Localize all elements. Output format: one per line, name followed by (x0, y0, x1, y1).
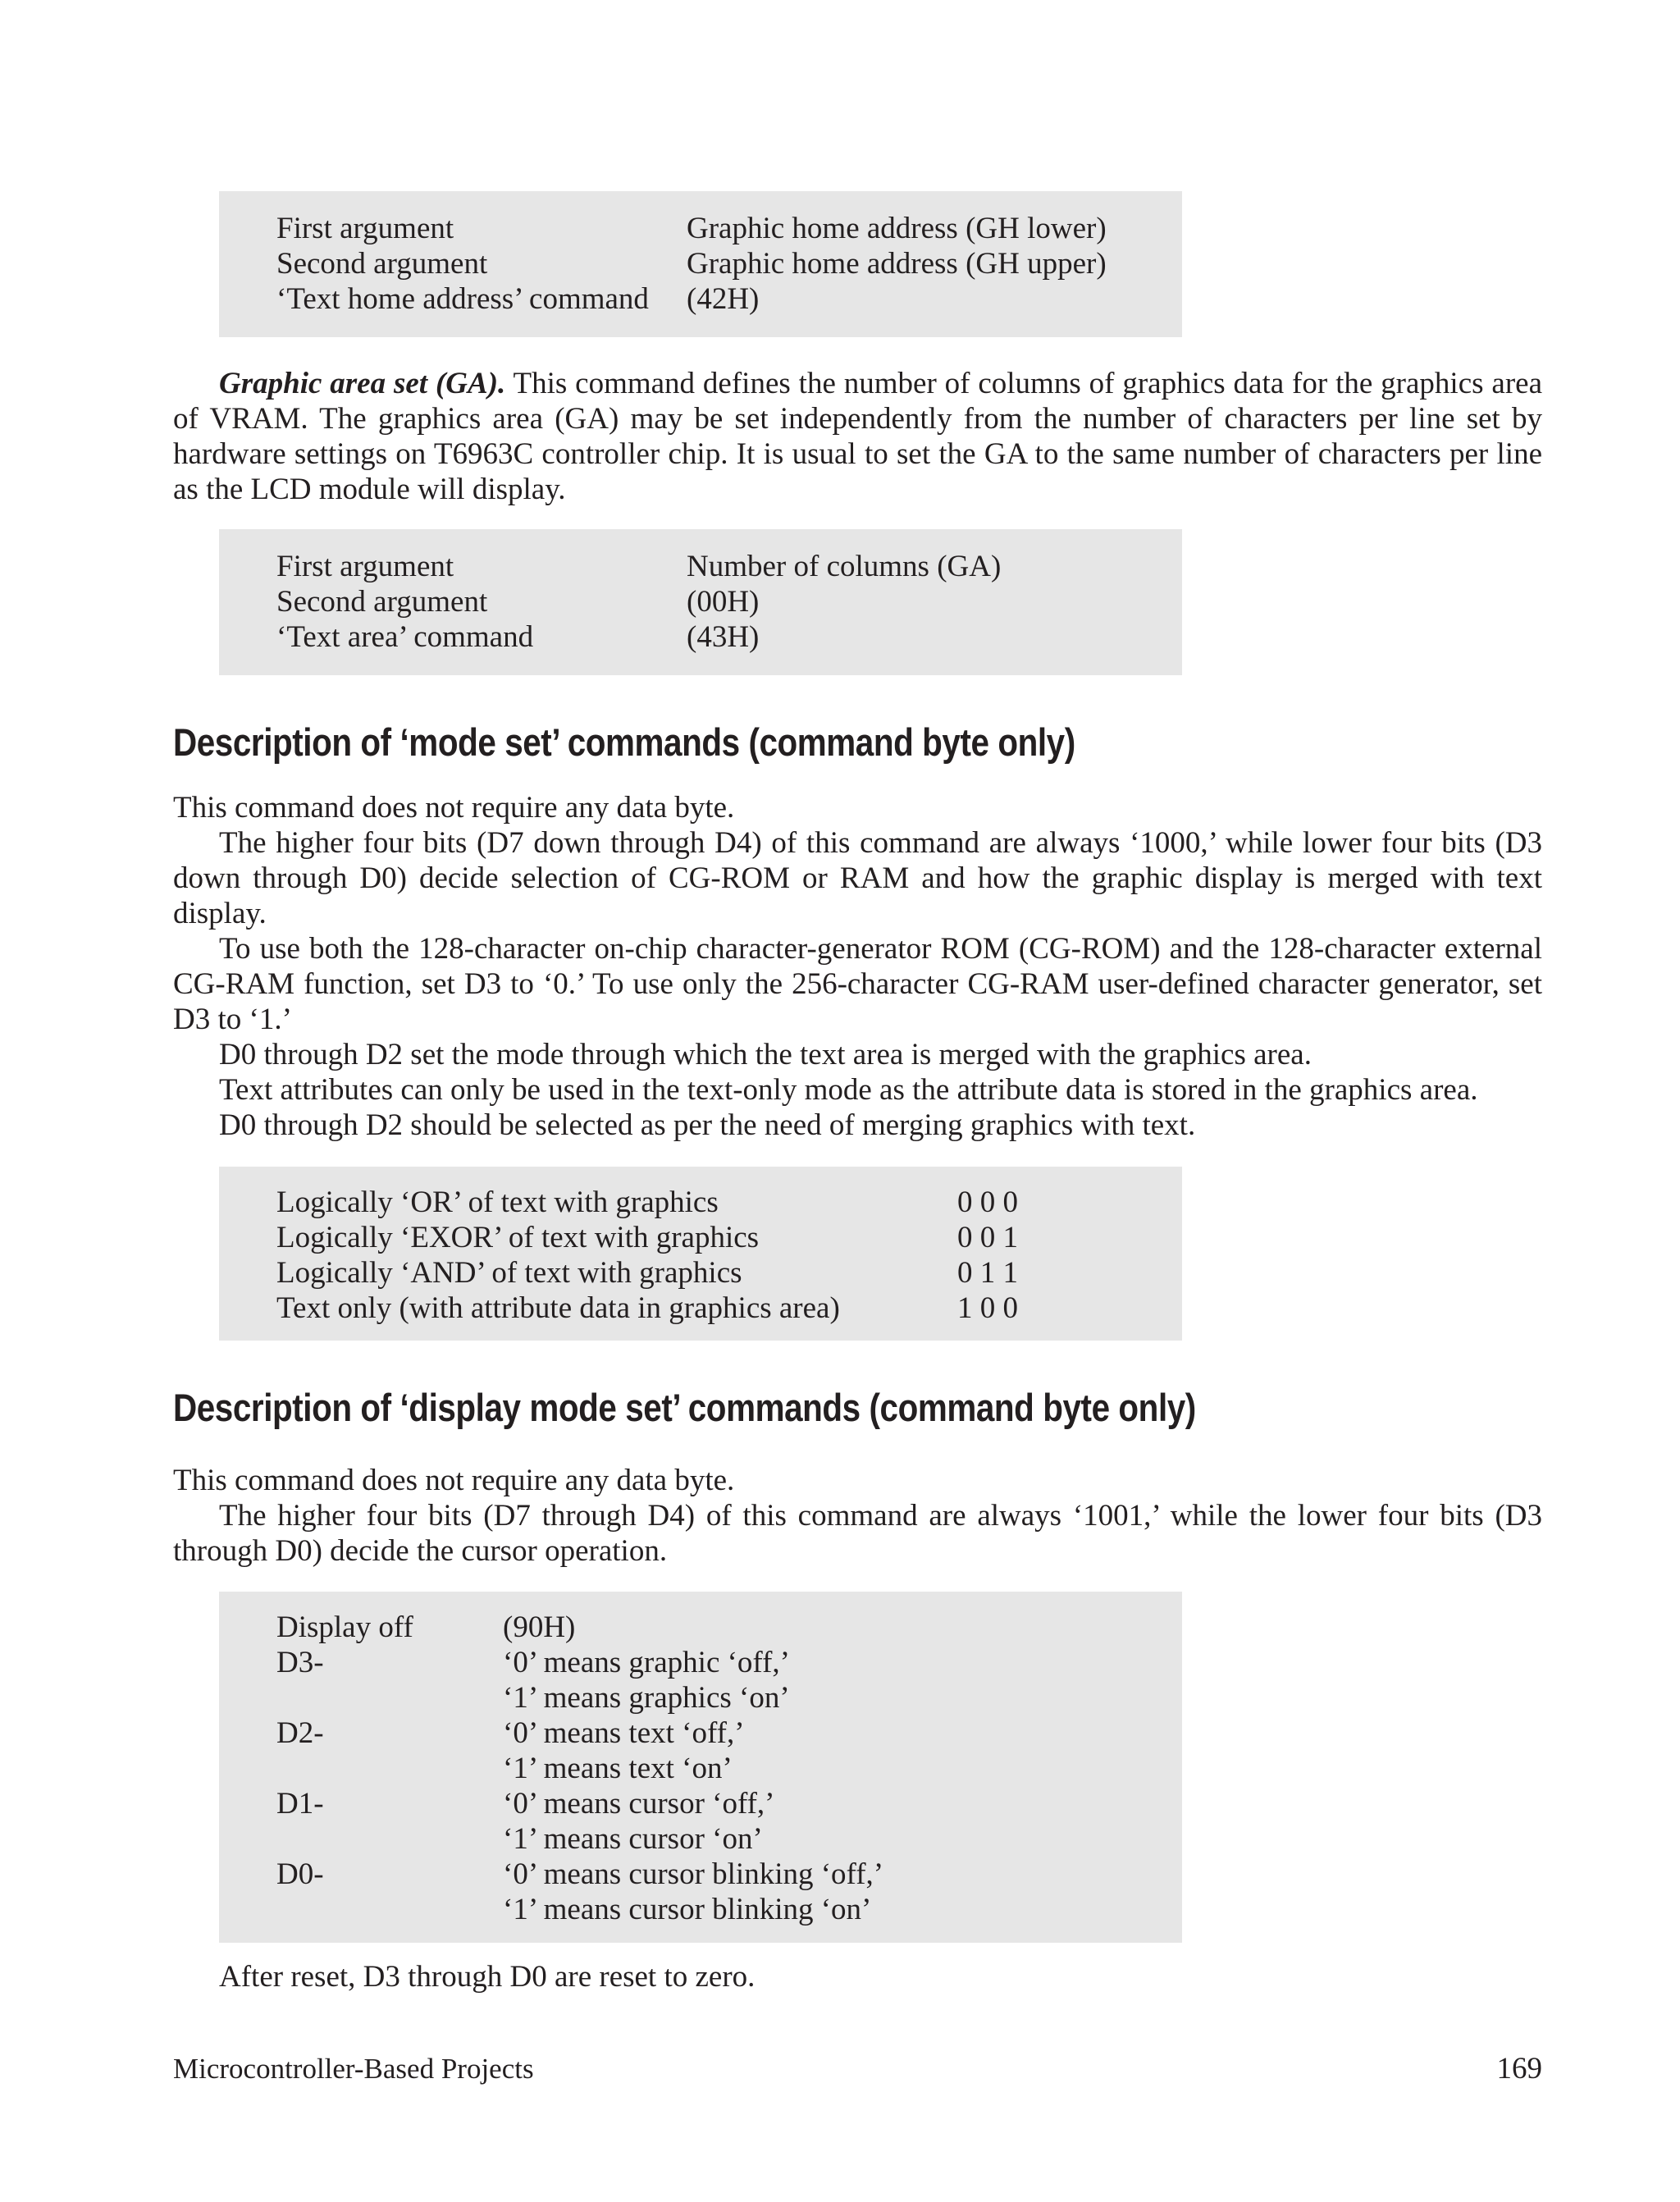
bit-meaning: ‘1’ means graphics ‘on’ (503, 1681, 790, 1715)
mode-set-p5: Text attributes can only be used in the text-only mode as the attribute data is stored in the graphics area. (219, 1073, 1478, 1107)
after-reset-paragraph (173, 1959, 1542, 1994)
display-mode-p1: This command does not require any data byte. (173, 1464, 735, 1497)
bit-label: D0- (276, 1857, 324, 1891)
after-reset-text: After reset, D3 through D0 are reset to zero. (219, 1960, 756, 1994)
display-mode-set-body (173, 1463, 1542, 1569)
mode-set-body (173, 790, 1542, 1143)
argument-value: (43H) (687, 620, 760, 654)
graphic-area-text: This command defines the number of columns of graphics data for the graphics area of VRAM. The graphics area (GA) may be set independently from the number of characters per line set by hardware settings on T6963C controller chip. It is usual to set the GA to the same number of characters per line as the LCD module will display. (173, 367, 1542, 506)
command-table-graphic-area (219, 529, 1182, 675)
section-heading-mode-set: Description of ‘mode set’ commands (command byte only) (173, 720, 1075, 764)
mode-bits: 0 1 1 (957, 1256, 1018, 1290)
bit-meaning: ‘1’ means cursor blinking ‘on’ (503, 1893, 872, 1926)
merge-mode-table (219, 1167, 1182, 1341)
bit-meaning: ‘0’ means cursor ‘off,’ (503, 1787, 775, 1821)
argument-value: Graphic home address (GH lower) (687, 212, 1107, 245)
argument-label: ‘Text area’ command (276, 620, 534, 654)
bit-label: Display off (276, 1610, 413, 1644)
bit-label: D3- (276, 1646, 324, 1679)
argument-label: First argument (276, 212, 454, 245)
argument-value: (42H) (687, 282, 760, 316)
display-mode-p2: The higher four bits (D7 through D4) of this command are always ‘1001,’ while the lower four bits (D3 through D0) decide the cursor operation. (173, 1499, 1542, 1568)
bit-meaning: (90H) (503, 1610, 576, 1644)
bit-meaning: ‘0’ means cursor blinking ‘off,’ (503, 1857, 884, 1891)
mode-label: Logically ‘AND’ of text with graphics (276, 1256, 742, 1290)
command-table-graphic-home (219, 191, 1182, 337)
bit-meaning: ‘0’ means text ‘off,’ (503, 1716, 745, 1750)
mode-set-p2: The higher four bits (D7 down through D4) of this command are always ‘1000,’ while lower four bits (D3 down through D0) decide selection of CG-ROM or RAM and how the graphic display is merged with text display. (173, 826, 1542, 930)
display-mode-table (219, 1592, 1182, 1943)
mode-label: Logically ‘EXOR’ of text with graphics (276, 1221, 760, 1254)
mode-bits: 1 0 0 (957, 1291, 1018, 1325)
argument-label: Second argument (276, 585, 488, 619)
mode-set-p6: D0 through D2 should be selected as per the need of merging graphics with text. (219, 1108, 1196, 1142)
mode-set-p4: D0 through D2 set the mode through which the text area is merged with the graphics area. (219, 1038, 1312, 1071)
graphic-area-lead: Graphic area set (GA). (219, 367, 506, 400)
argument-value: Graphic home address (GH upper) (687, 247, 1107, 281)
mode-set-p1: This command does not require any data byte. (173, 791, 735, 825)
bit-meaning: ‘1’ means text ‘on’ (503, 1752, 733, 1785)
argument-label: ‘Text home address’ command (276, 282, 649, 316)
bit-label: D2- (276, 1716, 324, 1750)
mode-bits: 0 0 0 (957, 1186, 1018, 1219)
bit-label: D1- (276, 1787, 324, 1821)
running-footer-title: Microcontroller-Based Projects (173, 2053, 534, 2085)
mode-set-p3: To use both the 128-character on-chip character-generator ROM (CG-ROM) and the 128-character external CG-RAM function, set D3 to ‘0.’ To use only the 256-character CG-RAM user-defined character generator, set D3 to ‘1.’ (173, 932, 1542, 1036)
bit-meaning: ‘1’ means cursor ‘on’ (503, 1822, 763, 1856)
mode-bits: 0 0 1 (957, 1221, 1018, 1254)
argument-value: (00H) (687, 585, 760, 619)
section-heading-display-mode-set: Description of ‘display mode set’ commands (command byte only) (173, 1386, 1196, 1429)
bit-meaning: ‘0’ means graphic ‘off,’ (503, 1646, 790, 1679)
page-number: 169 (1496, 2052, 1542, 2086)
argument-label: Second argument (276, 247, 488, 281)
argument-label: First argument (276, 550, 454, 583)
mode-label: Logically ‘OR’ of text with graphics (276, 1186, 719, 1219)
graphic-area-paragraph (173, 366, 1542, 507)
mode-label: Text only (with attribute data in graphics area) (276, 1291, 840, 1325)
argument-value: Number of columns (GA) (687, 550, 1002, 583)
